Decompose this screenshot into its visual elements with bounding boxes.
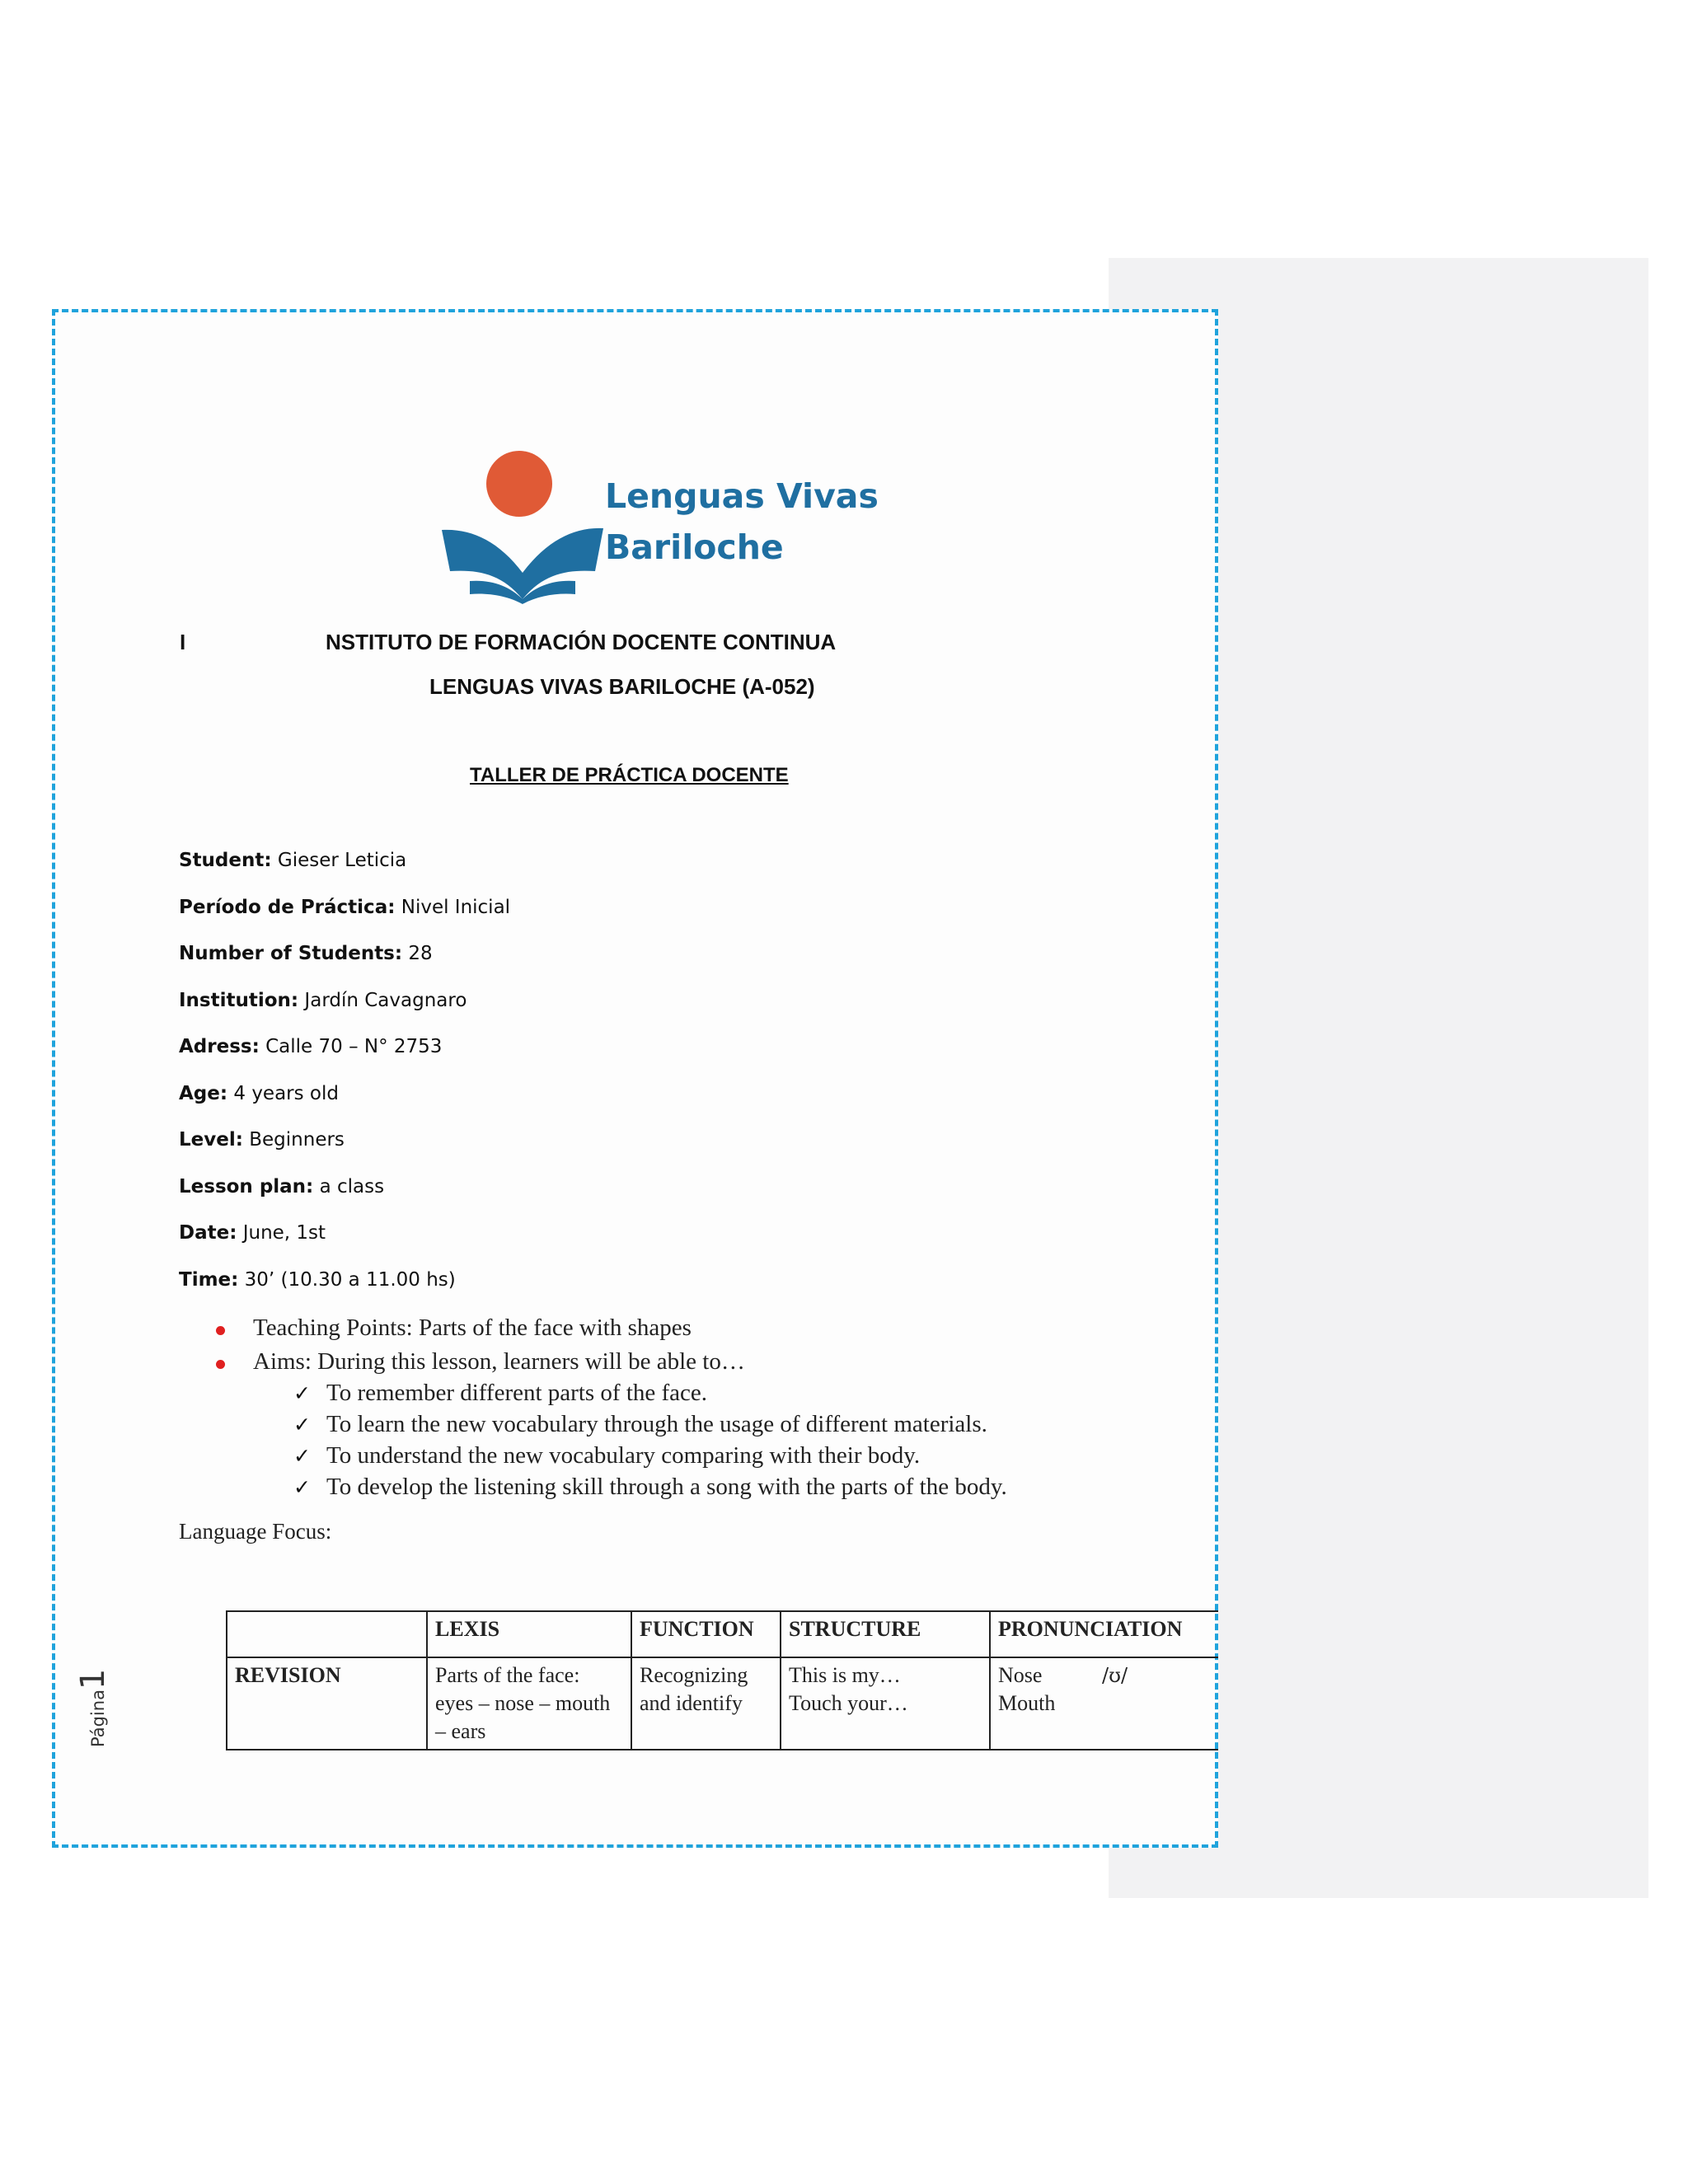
page-footer	[74, 1669, 112, 1747]
aim-item: To learn the new vocabulary through the usage of different materials.	[326, 1411, 987, 1437]
language-focus-title: Language Focus:	[179, 1519, 332, 1544]
info-institution	[179, 990, 467, 1011]
phoneme: /ʊ/	[1102, 1664, 1128, 1687]
cell-line: Parts of the face:	[435, 1663, 580, 1687]
info-value: Gieser Leticia	[271, 850, 407, 871]
cell-line: Mouth	[998, 1691, 1056, 1715]
cell-line: Nose	[998, 1663, 1043, 1687]
info-value: Nivel Inicial	[395, 897, 511, 918]
cell-line: Touch your…	[789, 1691, 908, 1715]
cell-line: – ears	[435, 1719, 486, 1743]
school-name: LENGUAS VIVAS BARILOCHE (A-052)	[429, 674, 815, 699]
info-label: Institution:	[179, 990, 299, 1011]
logo-title-line1: Lenguas Vivas	[605, 476, 879, 516]
info-label: Período de Práctica:	[179, 897, 396, 918]
cell-line: Recognizing	[640, 1663, 748, 1687]
info-value: a class	[313, 1176, 385, 1197]
info-period	[179, 897, 510, 918]
cell-line: eyes – nose – mouth	[435, 1691, 611, 1715]
info-label: Time:	[179, 1269, 239, 1291]
info-value: Jardín Cavagnaro	[298, 990, 467, 1011]
info-value: Calle 70 – N° 2753	[259, 1036, 443, 1057]
table-cell-lexis	[427, 1657, 631, 1750]
table-header-cell: LEXIS	[427, 1611, 631, 1657]
aims-label: Aims:	[253, 1348, 312, 1375]
cell-line: This is my…	[789, 1663, 901, 1687]
checkmark-icon: ✓	[293, 1475, 311, 1499]
info-value: 28	[402, 943, 433, 964]
header-initial: I	[180, 630, 186, 654]
checkmark-icon: ✓	[293, 1381, 311, 1405]
table-header-cell: FUNCTION	[631, 1611, 781, 1657]
info-label: Date:	[179, 1222, 237, 1244]
info-label: Age:	[179, 1083, 228, 1104]
aims	[253, 1348, 745, 1376]
info-label: Number of Students:	[179, 943, 403, 964]
info-value: Beginners	[242, 1129, 345, 1151]
info-label: Level:	[179, 1129, 243, 1151]
info-label: Adress:	[179, 1036, 260, 1057]
info-address	[179, 1036, 442, 1057]
aim-item: To develop the listening skill through a song with the parts of the body.	[326, 1474, 1007, 1500]
institute-name: NSTITUTO DE FORMACIÓN DOCENTE CONTINUA	[326, 630, 837, 654]
teaching-points-value: Parts of the face with shapes	[412, 1315, 692, 1341]
table-header-cell: STRUCTURE	[781, 1611, 990, 1657]
info-value: 4 years old	[227, 1083, 339, 1104]
info-value: 30’ (10.30 a 11.00 hs)	[238, 1269, 456, 1291]
page-number: 1	[74, 1668, 112, 1690]
info-level	[179, 1129, 345, 1151]
aim-item: To remember different parts of the face.	[326, 1380, 708, 1406]
table-header-cell: PRONUNCIATION	[990, 1611, 1218, 1657]
teaching-points	[253, 1315, 692, 1342]
info-age	[179, 1083, 339, 1104]
logo-sun-icon	[486, 451, 552, 517]
table-cell-stage: REVISION	[227, 1657, 427, 1750]
info-value: June, 1st	[237, 1222, 326, 1244]
aim-item: To understand the new vocabulary comparing with their body.	[326, 1442, 921, 1469]
info-date	[179, 1222, 326, 1244]
aims-value: During this lesson, learners will be able to…	[311, 1348, 745, 1375]
table-cell-function	[631, 1657, 781, 1750]
info-student	[179, 850, 406, 871]
page-label: Página	[88, 1690, 108, 1747]
workshop-title: TALLER DE PRÁCTICA DOCENTE	[470, 764, 789, 786]
table-header-row	[227, 1611, 1218, 1657]
table-cell-pronunciation	[990, 1657, 1218, 1750]
table-row	[227, 1657, 1218, 1750]
info-number-of-students	[179, 943, 433, 964]
language-focus-table	[226, 1610, 1218, 1750]
table-header-cell	[227, 1611, 427, 1657]
info-lesson-plan	[179, 1176, 384, 1197]
checkmark-icon: ✓	[293, 1444, 311, 1468]
logo-book-icon	[442, 528, 603, 604]
info-label: Lesson plan:	[179, 1176, 314, 1197]
info-label: Student:	[179, 850, 272, 871]
bullet-dot-icon	[216, 1326, 225, 1335]
checkmark-icon: ✓	[293, 1413, 311, 1436]
cell-line: and identify	[640, 1691, 743, 1715]
bullet-dot-icon	[216, 1360, 225, 1369]
teaching-points-label: Teaching Points:	[253, 1315, 413, 1341]
logo-title-line2: Bariloche	[605, 527, 784, 567]
table-cell-structure	[781, 1657, 990, 1750]
info-time	[179, 1269, 456, 1291]
